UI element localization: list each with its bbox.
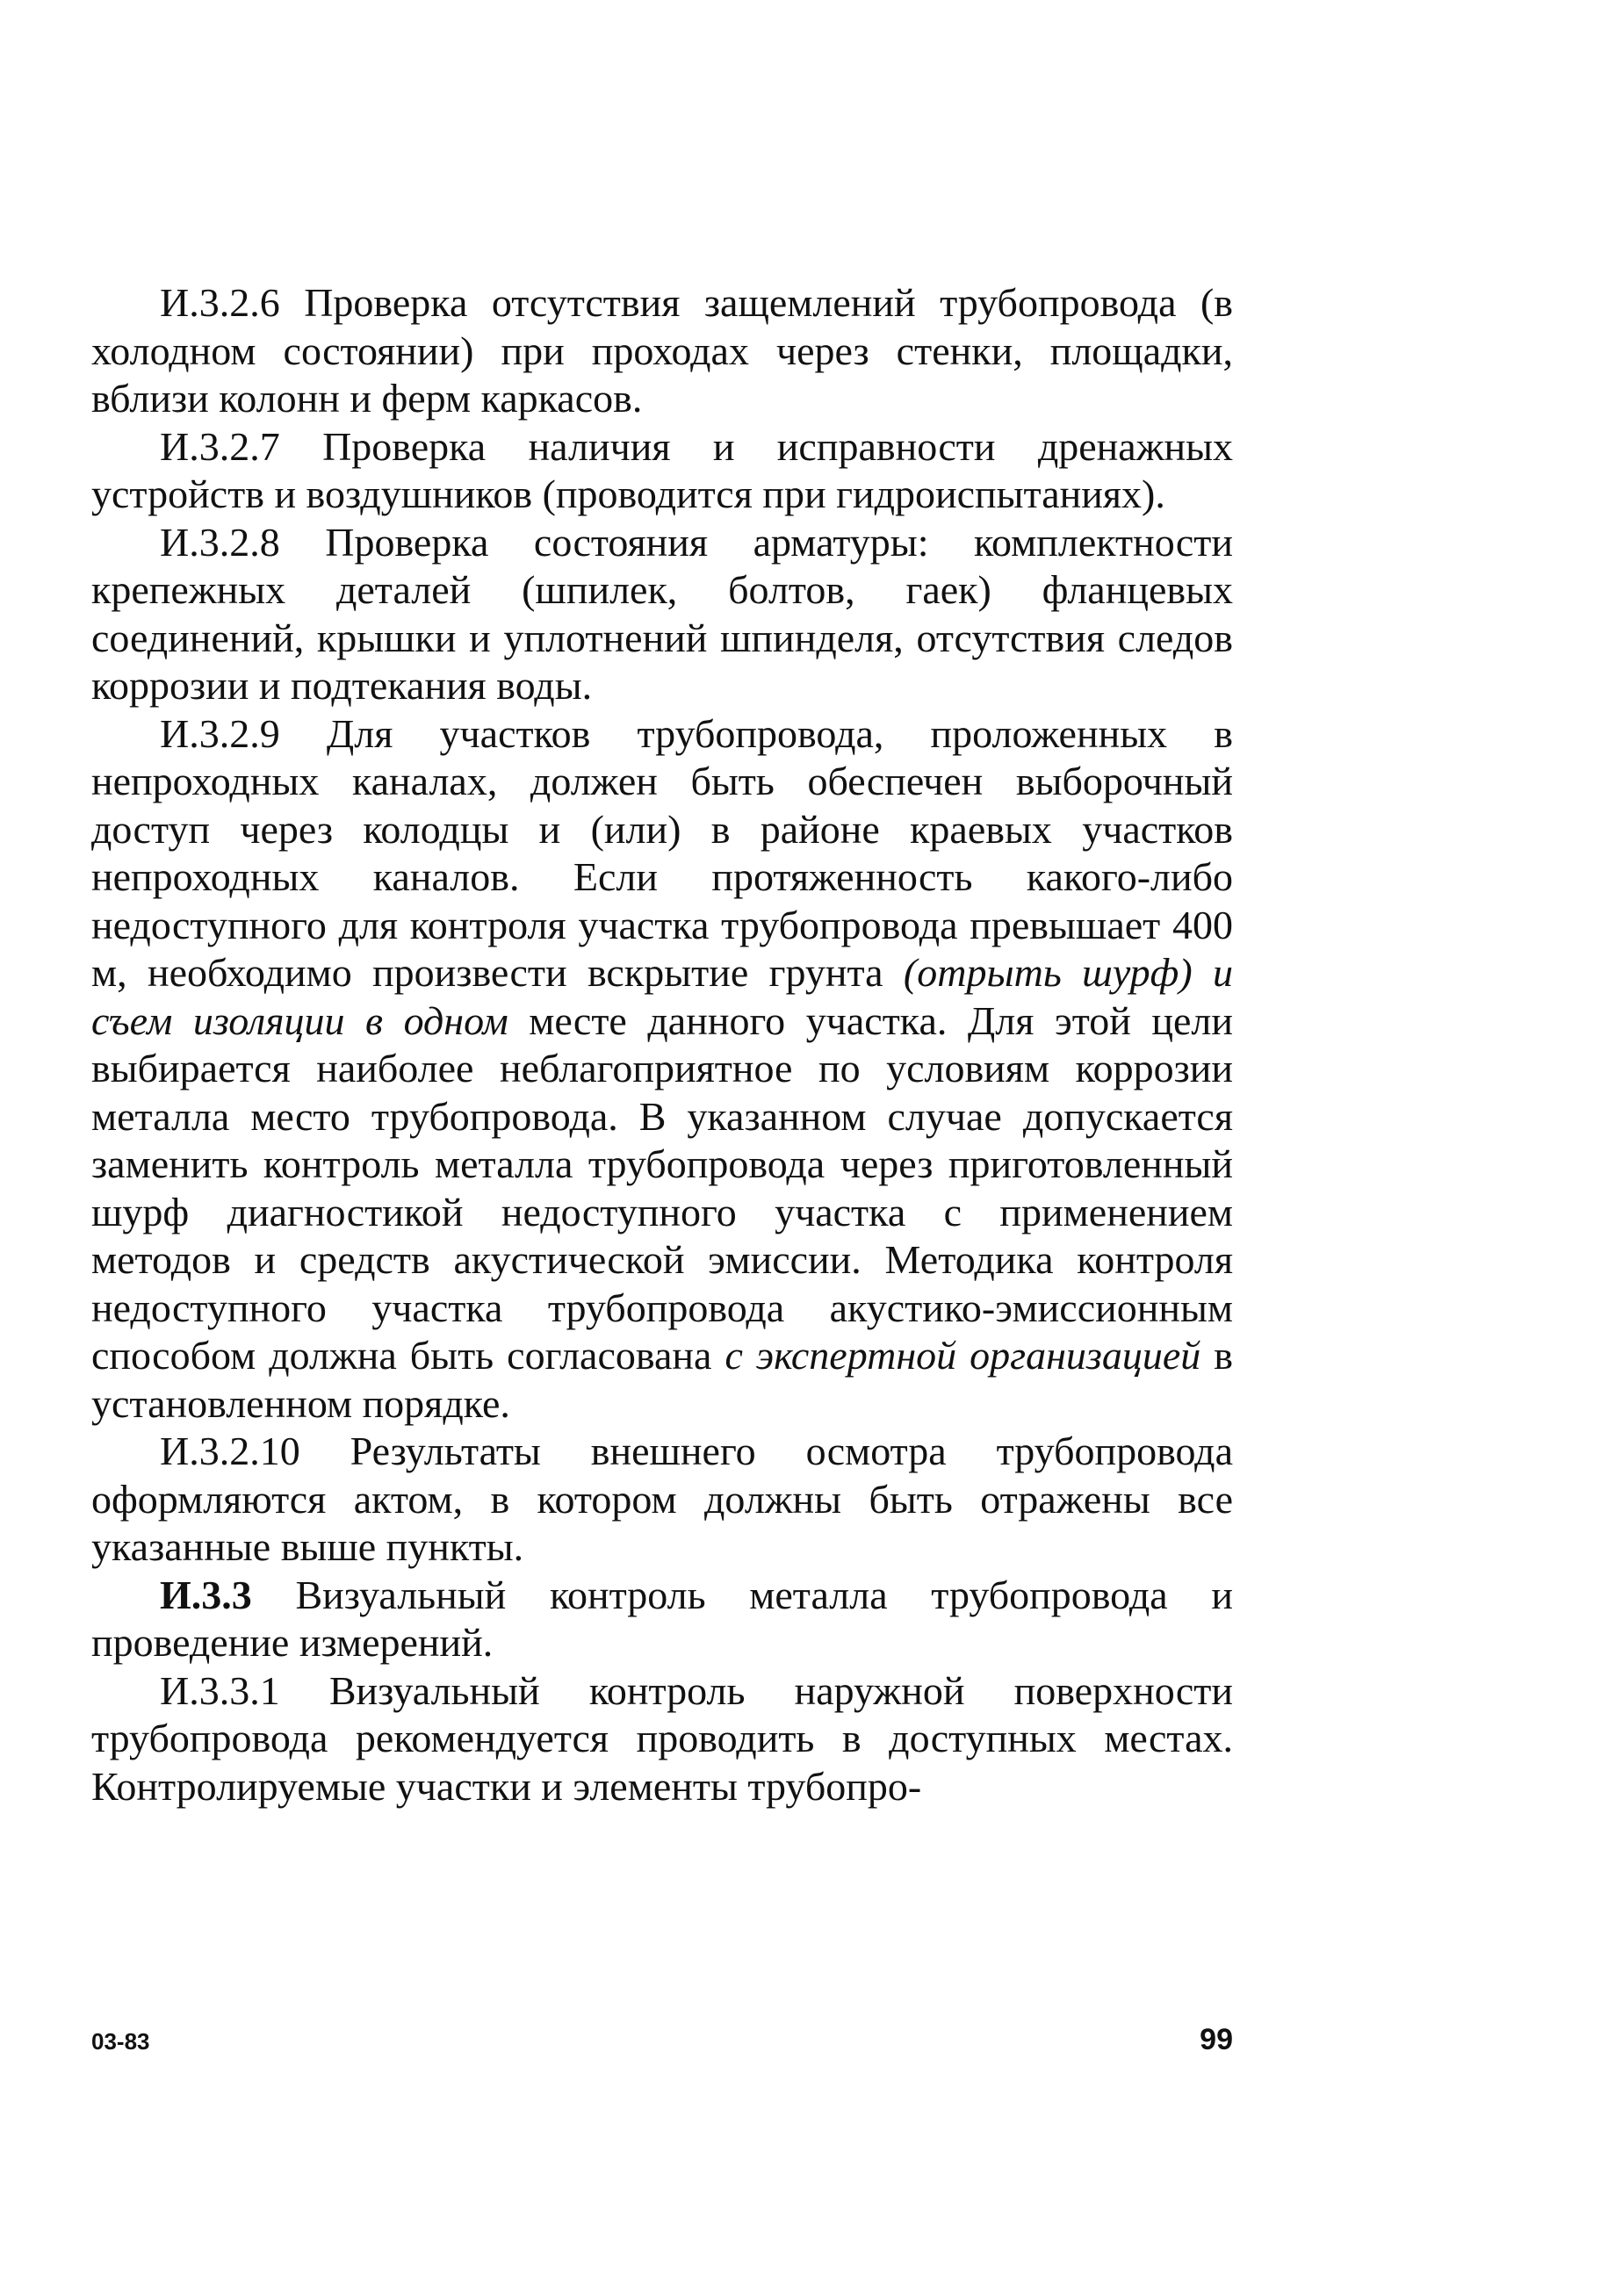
paragraph-i3-2-6 — [91, 279, 1233, 423]
italic-phrase: (отрыть шурф) и съем изоляции в одном — [91, 950, 1233, 1043]
paragraph-text: месте данного участка. Для этой цели выбирается наиболее неблагоприятное по условиям коррозии металла место трубопровода. В указанном случае допускается заменить контроль металла трубопровода через приготовленный шурф диагностикой недоступного участка с применением методов и средств акустической эмиссии. Методика контроля недоступного участка трубопровода акустико-эмиссионным способом должна быть согласована — [91, 997, 1233, 1378]
italic-phrase: с экспертной организацией — [724, 1333, 1201, 1378]
paragraph-text: И.3.2.9 Для участков трубопровода, проложенных в непроходных каналах, должен быть обеспечен выборочный доступ через колодцы и (или) в районе краевых участков непроходных каналов. Если протяженность какого-либо недоступного для контроля участка трубопровода превышает 400 м, необходимо произвести вскрытие грунта — [91, 710, 1233, 995]
paragraph-i3-2-7 — [91, 423, 1233, 519]
section-number: И.3.3 — [160, 1572, 252, 1617]
document-page — [91, 279, 1233, 1810]
paragraph-i3-2-8 — [91, 519, 1233, 710]
paragraph-i3-2-9 — [91, 710, 1233, 1429]
paragraph-text: в установленном порядке. — [91, 1333, 1233, 1426]
paragraph-text: И.3.2.8 Проверка состояния арматуры: комплектности крепежных деталей (шпилек, болтов, гаек) фланцевых соединений, крышки и уплотнений шпинделя, отсутствия следов коррозии и подтекания воды. — [91, 519, 1233, 708]
section-title: Визуальный контроль металла трубопровода и проведение измерений. — [91, 1572, 1233, 1665]
paragraph-i3-2-10 — [91, 1428, 1233, 1572]
paragraph-text: И.3.3.1 Визуальный контроль наружной поверхности трубопровода рекомендуется проводить в доступных местах. Контролируемые участки и элементы трубопро- — [91, 1667, 1233, 1809]
paragraph-text: И.3.2.6 Проверка отсутствия защемлений трубопровода (в холодном состоянии) при проходах через стенки, площадки, вблизи колонн и ферм каркасов. — [91, 280, 1233, 421]
document-code: 03-83 — [91, 2028, 150, 2055]
section-heading-i3-3 — [91, 1572, 1233, 1667]
page-footer — [91, 2023, 1233, 2063]
paragraph-text: И.3.2.10 Результаты внешнего осмотра трубопровода оформляются актом, в котором должны быть отражены все указанные выше пункты. — [91, 1429, 1233, 1569]
paragraph-text: И.3.2.7 Проверка наличия и исправности дренажных устройств и воздушников (проводится при гидроиспытаниях). — [91, 423, 1233, 516]
page-number: 99 — [1200, 2023, 1233, 2056]
paragraph-i3-3-1 — [91, 1667, 1233, 1811]
